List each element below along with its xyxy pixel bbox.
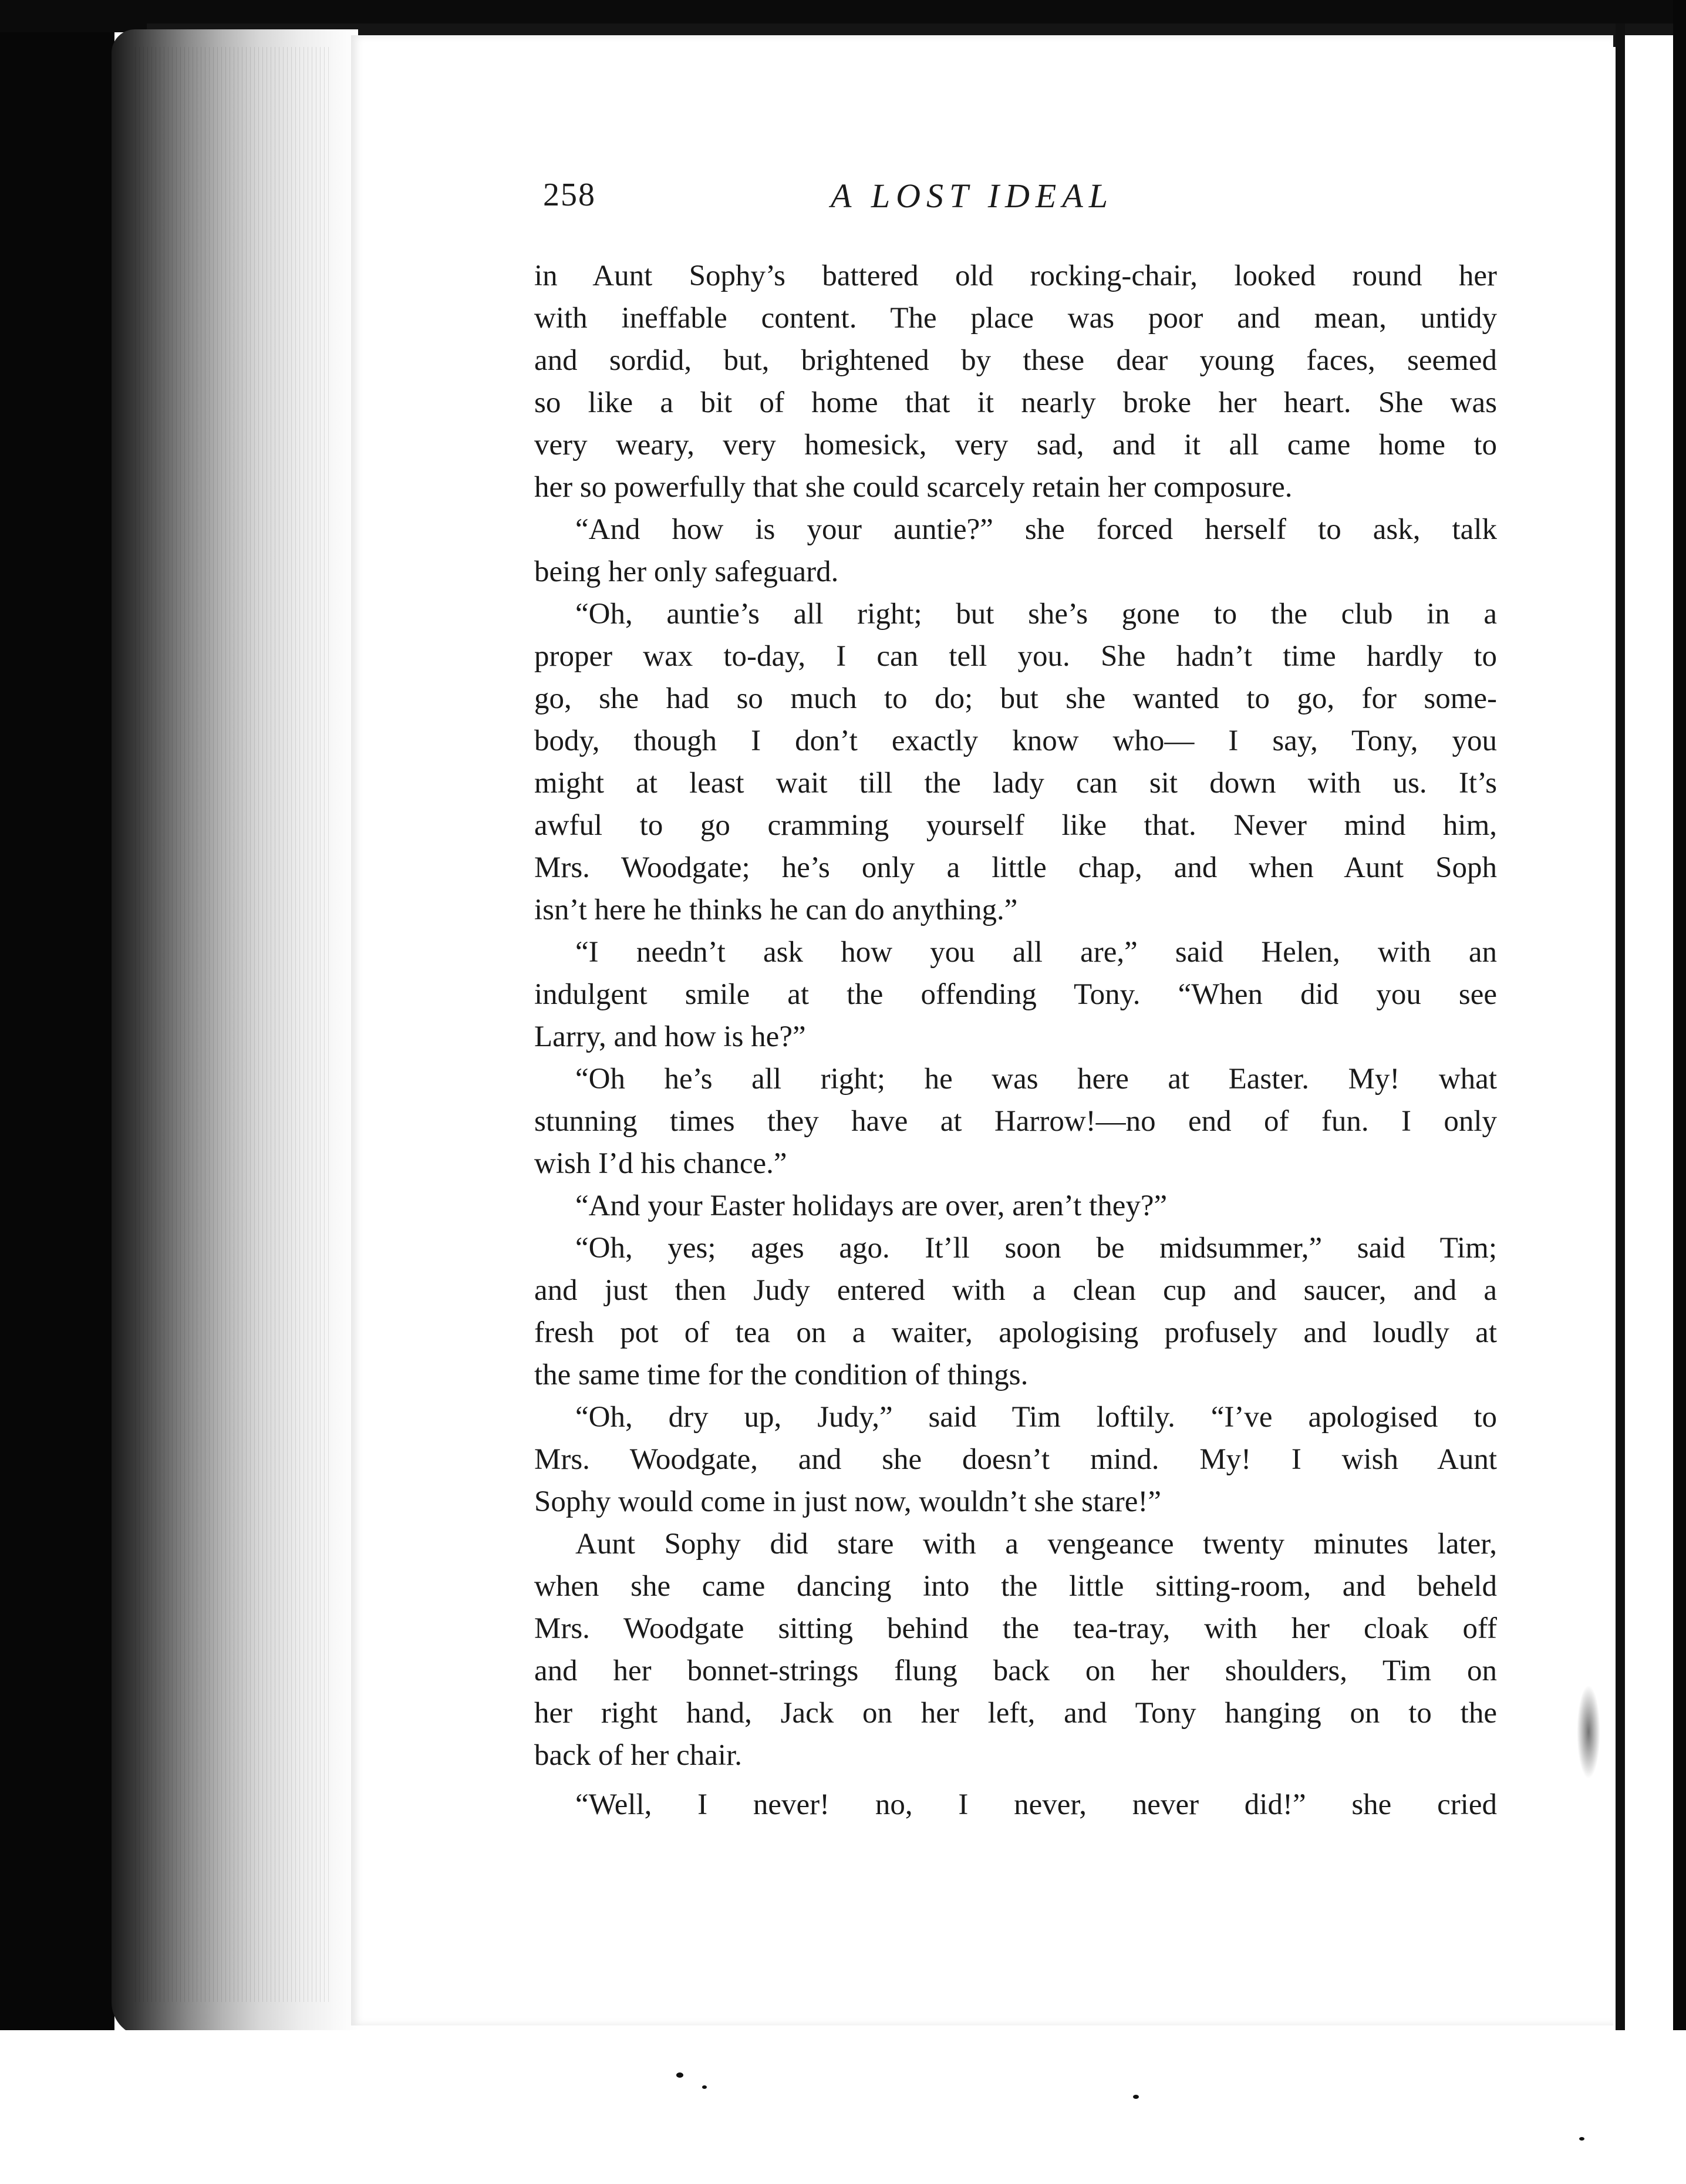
page-header: [543, 176, 1506, 229]
text-line: isn’t here he thinks he can do anything.”: [534, 894, 1018, 926]
text-line: her right hand, Jack on her left, and Tony hanging on to the: [534, 1697, 1497, 1730]
dust-speck: [1133, 2095, 1139, 2099]
text-line: and sordid, but, brightened by these dear young faces, seemed: [534, 344, 1497, 377]
ink-smudge: [1577, 1685, 1600, 1779]
text-line: “Oh he’s all right; he was here at Easter. My! what: [575, 1063, 1497, 1096]
running-head: A LOST IDEAL: [831, 177, 1114, 215]
text-line: stunning times they have at Harrow!—no end of fun. I only: [534, 1105, 1497, 1138]
text-line: “And how is your auntie?” she forced herself to ask, talk: [575, 513, 1497, 546]
text-line: very weary, very homesick, very sad, and it all came home to: [534, 429, 1497, 461]
text-line: with ineffable content. The place was poor and mean, untidy: [534, 302, 1497, 335]
text-line: awful to go cramming yourself like that. Never mind him,: [534, 809, 1497, 842]
text-line: and just then Judy entered with a clean cup and saucer, and a: [534, 1274, 1497, 1307]
text-line: and her bonnet-strings flung back on her shoulders, Tim on: [534, 1654, 1497, 1687]
book-page-edge-lines: [135, 47, 329, 2002]
text-line: proper wax to-day, I can tell you. She hadn’t time hardly to: [534, 640, 1497, 673]
text-line: “Oh, auntie’s all right; but she’s gone to the club in a: [575, 598, 1497, 631]
scan-background-right: [1673, 0, 1686, 2184]
text-line: “Well, I never! no, I never, never did!” she cried: [575, 1788, 1497, 1821]
text-line: “I needn’t ask how you all are,” said Helen, with an: [575, 936, 1497, 969]
text-line: might at least wait till the lady can sit down with us. It’s: [534, 767, 1497, 800]
text-line: Mrs. Woodgate, and she doesn’t mind. My! I wish Aunt: [534, 1443, 1497, 1476]
page-number: 258: [543, 177, 596, 213]
text-line: her so powerfully that she could scarcely retain her composure.: [534, 471, 1293, 504]
gutter-shadow: [1616, 23, 1625, 2031]
text-line: Sophy would come in just now, wouldn’t she stare!”: [534, 1485, 1162, 1518]
text-line: Mrs. Woodgate; he’s only a little chap, and when Aunt Soph: [534, 851, 1497, 884]
text-line: the same time for the condition of things.: [534, 1359, 1029, 1391]
text-line: “Oh, yes; ages ago. It’ll soon be midsummer,” said Tim;: [575, 1232, 1497, 1265]
dust-speck: [676, 2072, 683, 2078]
dust-speck: [1579, 2137, 1584, 2141]
text-line: go, she had so much to do; but she wanted to go, for some-: [534, 682, 1497, 715]
text-line: back of her chair.: [534, 1739, 742, 1772]
text-line: “And your Easter holidays are over, aren’t they?”: [575, 1189, 1168, 1222]
text-line: body, though I don’t exactly know who— I say, Tony, you: [534, 724, 1497, 757]
text-line: being her only safeguard.: [534, 555, 839, 588]
scan-background-left: [0, 0, 114, 2184]
text-line: indulgent smile at the offending Tony. “When did you see: [534, 978, 1497, 1011]
text-line: in Aunt Sophy’s battered old rocking-chair, looked round her: [534, 259, 1497, 292]
text-line: Larry, and how is he?”: [534, 1020, 806, 1053]
text-line: “Oh, dry up, Judy,” said Tim loftily. “I’ve apologised to: [575, 1401, 1497, 1434]
scan-background-bottom: [0, 2030, 1686, 2184]
text-line: wish I’d his chance.”: [534, 1147, 787, 1180]
text-line: fresh pot of tea on a waiter, apologising profusely and loudly at: [534, 1316, 1497, 1349]
dust-speck: [702, 2085, 707, 2089]
text-line: Mrs. Woodgate sitting behind the tea-tray, with her cloak off: [534, 1612, 1497, 1645]
text-line: so like a bit of home that it nearly broke her heart. She was: [534, 386, 1497, 419]
text-line: when she came dancing into the little sitting-room, and beheld: [534, 1570, 1497, 1603]
text-line: Aunt Sophy did stare with a vengeance twenty minutes later,: [575, 1528, 1497, 1561]
